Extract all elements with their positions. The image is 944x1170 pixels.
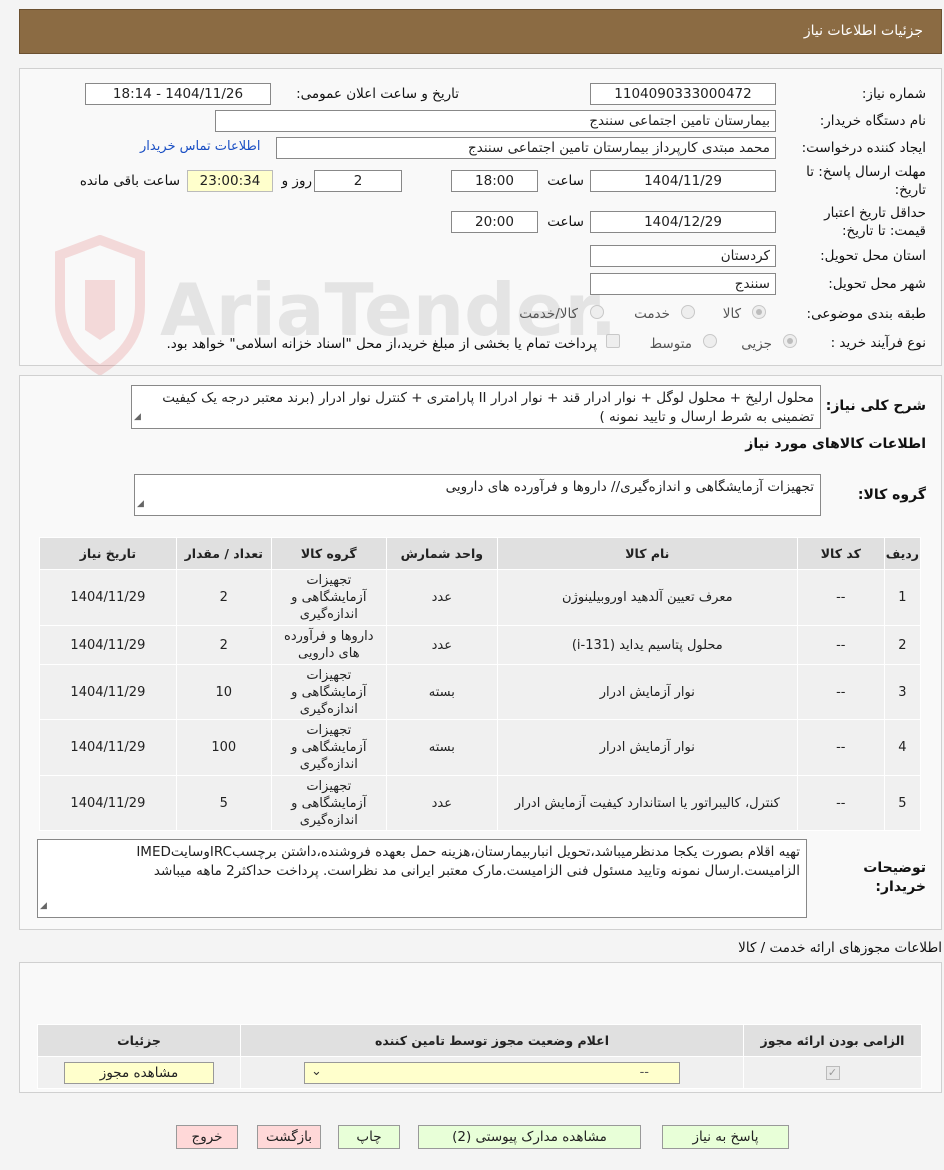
cell-unit: عدد	[386, 626, 497, 665]
table-row	[40, 720, 921, 776]
col-date: تاریخ نیاز	[40, 538, 177, 570]
need-number-field: 1104090333000472	[590, 83, 776, 105]
col-mandatory: الزامی بودن ارائه مجوز	[744, 1025, 922, 1057]
deadline-time-label: ساعت	[547, 173, 584, 189]
cell-qty: 100	[176, 720, 271, 776]
table-row	[40, 665, 921, 720]
cell-code: --	[797, 776, 884, 831]
process-radio-medium[interactable]	[703, 334, 717, 348]
license-status-select[interactable]	[304, 1062, 680, 1084]
cell-name: نوار آزمایش ادرار	[497, 665, 797, 720]
reply-button[interactable]: پاسخ به نیاز	[662, 1125, 789, 1149]
cell-row: 4	[884, 720, 920, 776]
table-row	[40, 570, 921, 626]
summary-label: شرح کلی نیاز:	[825, 398, 926, 414]
announce-label: تاریخ و ساعت اعلان عمومی:	[296, 86, 459, 102]
cell-unit: بسته	[386, 665, 497, 720]
resize-grip-icon[interactable]: ◢	[40, 901, 47, 911]
cell-group: تجهیزات آزمایشگاهی و اندازه‌گیری	[271, 720, 386, 776]
resize-grip-icon[interactable]: ◢	[134, 412, 141, 422]
validity-label-date: قیمت: تا تاریخ:	[842, 223, 926, 239]
cell-group: تجهیزات آزمایشگاهی و اندازه‌گیری	[271, 776, 386, 831]
cell-qty: 5	[176, 776, 271, 831]
col-group: گروه کالا	[271, 538, 386, 570]
cell-name: معرف تعیین آلدهید اوروبیلینوژن	[497, 570, 797, 626]
chevron-down-icon: ⌄	[311, 1063, 322, 1079]
page-header	[19, 9, 942, 54]
table-row	[40, 776, 921, 831]
process-label: نوع فرآیند خرید :	[830, 335, 926, 351]
col-code: کد کالا	[797, 538, 884, 570]
process-option-minor: جزیی	[741, 336, 772, 352]
days-field: 2	[314, 170, 402, 192]
payment-note: پرداخت تمام یا بخشی از مبلغ خرید،از محل "اسناد خزانه اسلامی" خواهد بود.	[166, 336, 597, 352]
col-details: جزئیات	[38, 1025, 241, 1057]
validity-label: حداقل تاریخ اعتبار	[824, 205, 926, 221]
cell-date: 1404/11/29	[40, 665, 177, 720]
buyer-notes-label: توضیحات	[863, 860, 926, 876]
category-radio-goods-service[interactable]	[590, 305, 604, 319]
goods-group-textarea[interactable]	[134, 474, 821, 516]
licenses-table-header	[38, 1025, 922, 1057]
items-table-header	[40, 538, 921, 570]
city-label: شهر محل تحویل:	[828, 276, 926, 292]
process-option-medium: متوسط	[649, 336, 692, 352]
cell-group: داروها و فرآورده های دارویی	[271, 626, 386, 665]
cell-row: 3	[884, 665, 920, 720]
days-label: روز و	[281, 173, 312, 189]
deadline-label-date: تاریخ:	[894, 182, 926, 198]
deadline-label: مهلت ارسال پاسخ: تا	[806, 164, 926, 180]
goods-group-text: تجهیزات آزمایشگاهی و اندازه‌گیری// داروها و فرآورده های دارویی	[445, 479, 814, 495]
license-status-value: --	[639, 1064, 649, 1080]
cell-row: 5	[884, 776, 920, 831]
category-option-goods-service: کالا/خدمت	[519, 306, 578, 322]
table-row	[38, 1057, 922, 1089]
exit-button[interactable]: خروج	[176, 1125, 238, 1149]
table-row	[40, 626, 921, 665]
back-button[interactable]: بازگشت	[257, 1125, 321, 1149]
licenses-table	[37, 1024, 922, 1089]
province-label: استان محل تحویل:	[820, 248, 926, 264]
cell-row: 1	[884, 570, 920, 626]
remaining-time-label: ساعت باقی مانده	[79, 173, 180, 189]
summary-textarea[interactable]	[131, 385, 821, 429]
need-number-label: شماره نیاز:	[861, 86, 926, 102]
view-license-button[interactable]: مشاهده مجوز	[64, 1062, 214, 1084]
cell-qty: 10	[176, 665, 271, 720]
treasury-checkbox[interactable]	[606, 334, 620, 348]
cell-code: --	[797, 720, 884, 776]
cell-code: --	[797, 665, 884, 720]
print-button[interactable]: چاپ	[338, 1125, 400, 1149]
items-table	[39, 537, 921, 831]
remaining-time-field: 23:00:34	[187, 170, 273, 192]
licenses-title: اطلاعات مجوزهای ارائه خدمت / کالا	[738, 940, 942, 956]
deadline-date-field: 1404/11/29	[590, 170, 776, 192]
cell-qty: 2	[176, 626, 271, 665]
cell-license-status	[241, 1057, 744, 1089]
cell-unit: عدد	[386, 570, 497, 626]
city-field: سنندج	[590, 273, 776, 295]
validity-time-field: 20:00	[451, 211, 538, 233]
cell-row: 2	[884, 626, 920, 665]
cell-unit: عدد	[386, 776, 497, 831]
mandatory-checkbox-icon: ✓	[826, 1066, 840, 1080]
buyer-org-label: نام دستگاه خریدار:	[819, 113, 926, 129]
cell-code: --	[797, 570, 884, 626]
summary-text: محلول ارلیخ + محلول لوگل + نوار ادرار قند + نوار ادرار II پارامتری + کنترل نوار ادرار (برند معتبر درجه یک کیفیت تضمینی به شرط ارسال و تایید نمونه )	[162, 390, 814, 425]
cell-group: تجهیزات آزمایشگاهی و اندازه‌گیری	[271, 570, 386, 626]
col-unit: واحد شمارش	[386, 538, 497, 570]
category-label: طبقه بندی موضوعی:	[806, 306, 926, 322]
col-row: ردیف	[884, 538, 920, 570]
cell-unit: بسته	[386, 720, 497, 776]
view-attachments-button[interactable]: مشاهده مدارک پیوستی (2)	[418, 1125, 641, 1149]
category-option-service: خدمت	[634, 306, 670, 322]
resize-grip-icon[interactable]: ◢	[137, 499, 144, 509]
cell-date: 1404/11/29	[40, 776, 177, 831]
page-title: جزئیات اطلاعات نیاز	[803, 23, 923, 39]
col-license-status: اعلام وضعیت مجوز توسط تامین کننده	[241, 1025, 744, 1057]
cell-code: --	[797, 626, 884, 665]
cell-name: محلول پتاسیم یداید (i-131)	[497, 626, 797, 665]
category-option-goods: کالا	[722, 306, 741, 322]
col-name: نام کالا	[497, 538, 797, 570]
cell-details	[38, 1057, 241, 1089]
creator-label: ایجاد کننده درخواست:	[801, 140, 926, 156]
cell-mandatory	[744, 1057, 922, 1089]
validity-date-field: 1404/12/29	[590, 211, 776, 233]
validity-time-label: ساعت	[547, 214, 584, 230]
col-qty: تعداد / مقدار	[176, 538, 271, 570]
cell-date: 1404/11/29	[40, 570, 177, 626]
creator-field: محمد مبتدی کارپرداز بیمارستان تامین اجتماعی سنندج	[276, 137, 776, 159]
goods-group-label: گروه کالا:	[857, 487, 926, 503]
announce-field: 1404/11/26 - 18:14	[85, 83, 271, 105]
category-radio-service[interactable]	[681, 305, 695, 319]
process-radio-minor[interactable]	[783, 334, 797, 348]
deadline-time-field: 18:00	[451, 170, 538, 192]
buyer-contact-link[interactable]: اطلاعات تماس خریدار	[140, 139, 261, 154]
province-field: کردستان	[590, 245, 776, 267]
cell-date: 1404/11/29	[40, 720, 177, 776]
buyer-notes-textarea[interactable]	[37, 839, 807, 918]
cell-name: نوار آزمایش ادرار	[497, 720, 797, 776]
category-radio-goods[interactable]	[752, 305, 766, 319]
cell-group: تجهیزات آزمایشگاهی و اندازه‌گیری	[271, 665, 386, 720]
buyer-notes-text: تهیه اقلام بصورت یکجا مدنظرمیباشد،تحویل انباربیمارستان،هزینه حمل بعهده فروشنده،داشتن برچسبIRCوسایتIMED الزامیست.ارسال نمونه وتایید مسئول فنی الزامیست.مارک معتبر ایرانی مد نظراست. پرداخت حداکثر2 ماهه میباشد	[136, 844, 800, 879]
buyer-org-field: بیمارستان تامین اجتماعی سنندج	[215, 110, 776, 132]
goods-section-title: اطلاعات کالاهای مورد نیاز	[745, 436, 926, 452]
cell-qty: 2	[176, 570, 271, 626]
buyer-notes-label-2: خریدار:	[875, 879, 926, 895]
cell-date: 1404/11/29	[40, 626, 177, 665]
cell-name: کنترل، کالیبراتور یا استاندارد کیفیت آزمایش ادرار	[497, 776, 797, 831]
